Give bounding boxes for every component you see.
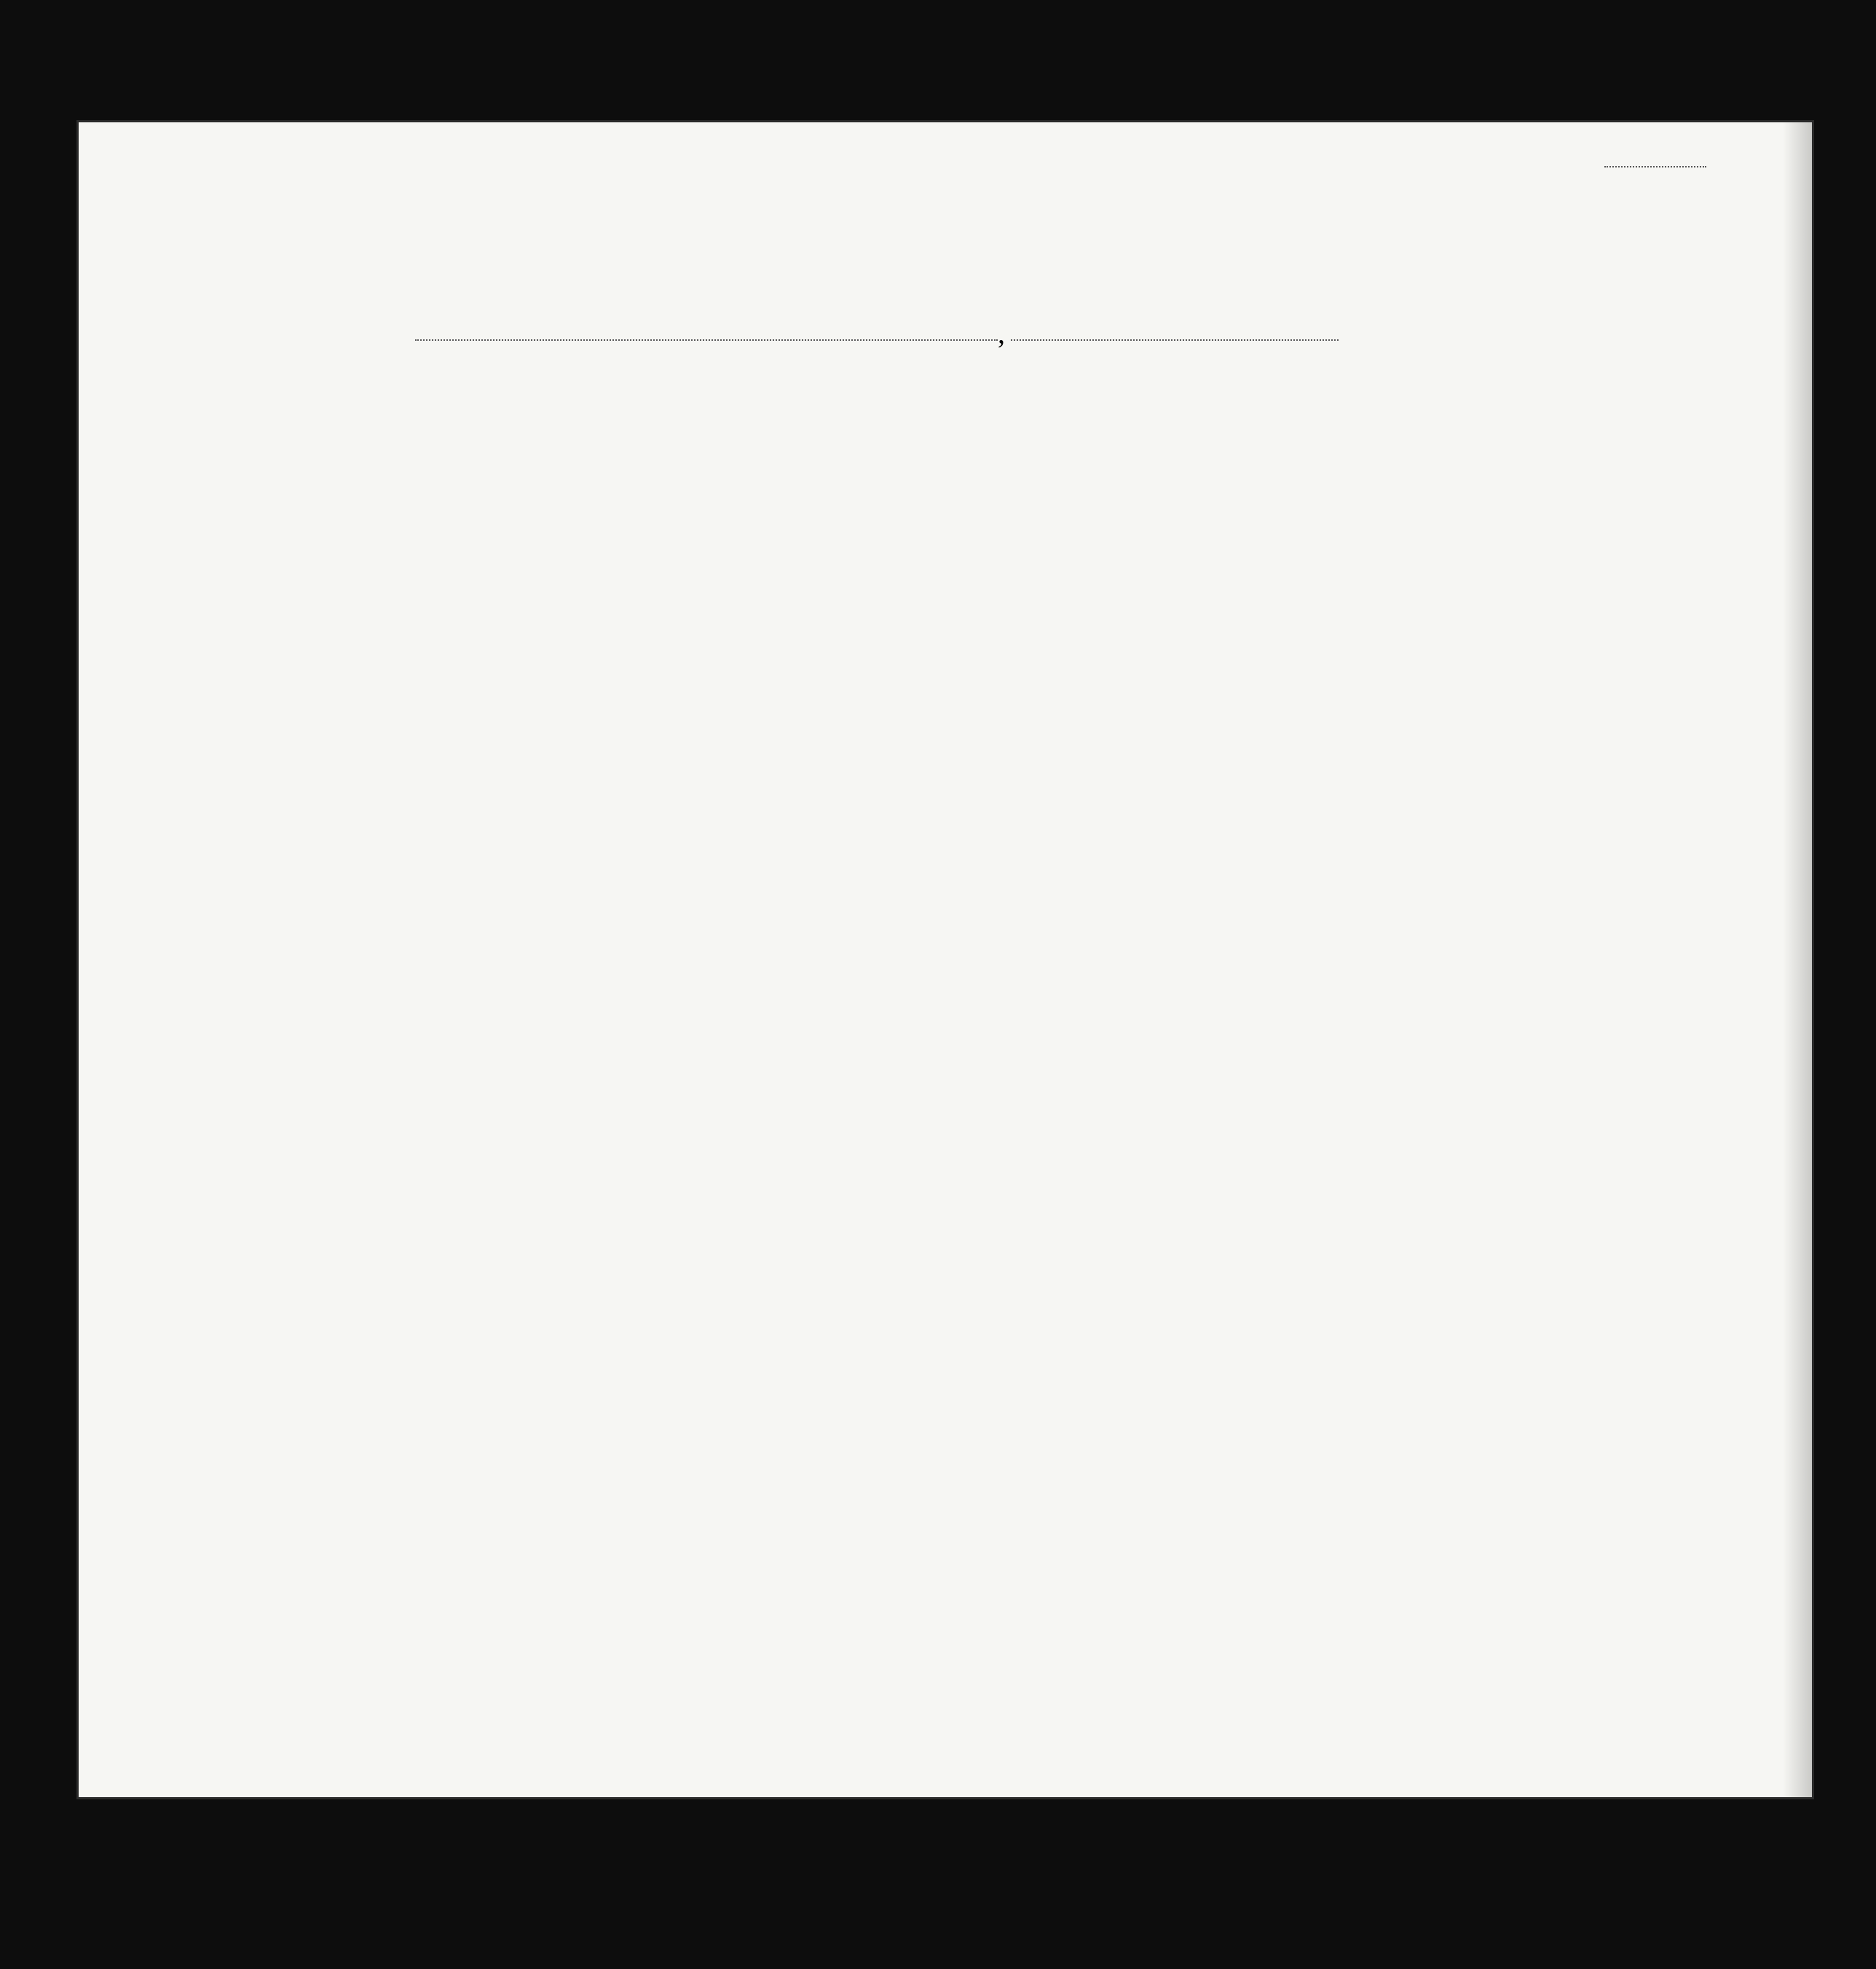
date-line xyxy=(1011,339,1339,341)
table-grid xyxy=(79,122,1812,1797)
manifest-sheet xyxy=(79,122,1812,1797)
comma: , xyxy=(998,317,1005,350)
port-line xyxy=(415,339,998,341)
list-number xyxy=(1604,166,1706,167)
